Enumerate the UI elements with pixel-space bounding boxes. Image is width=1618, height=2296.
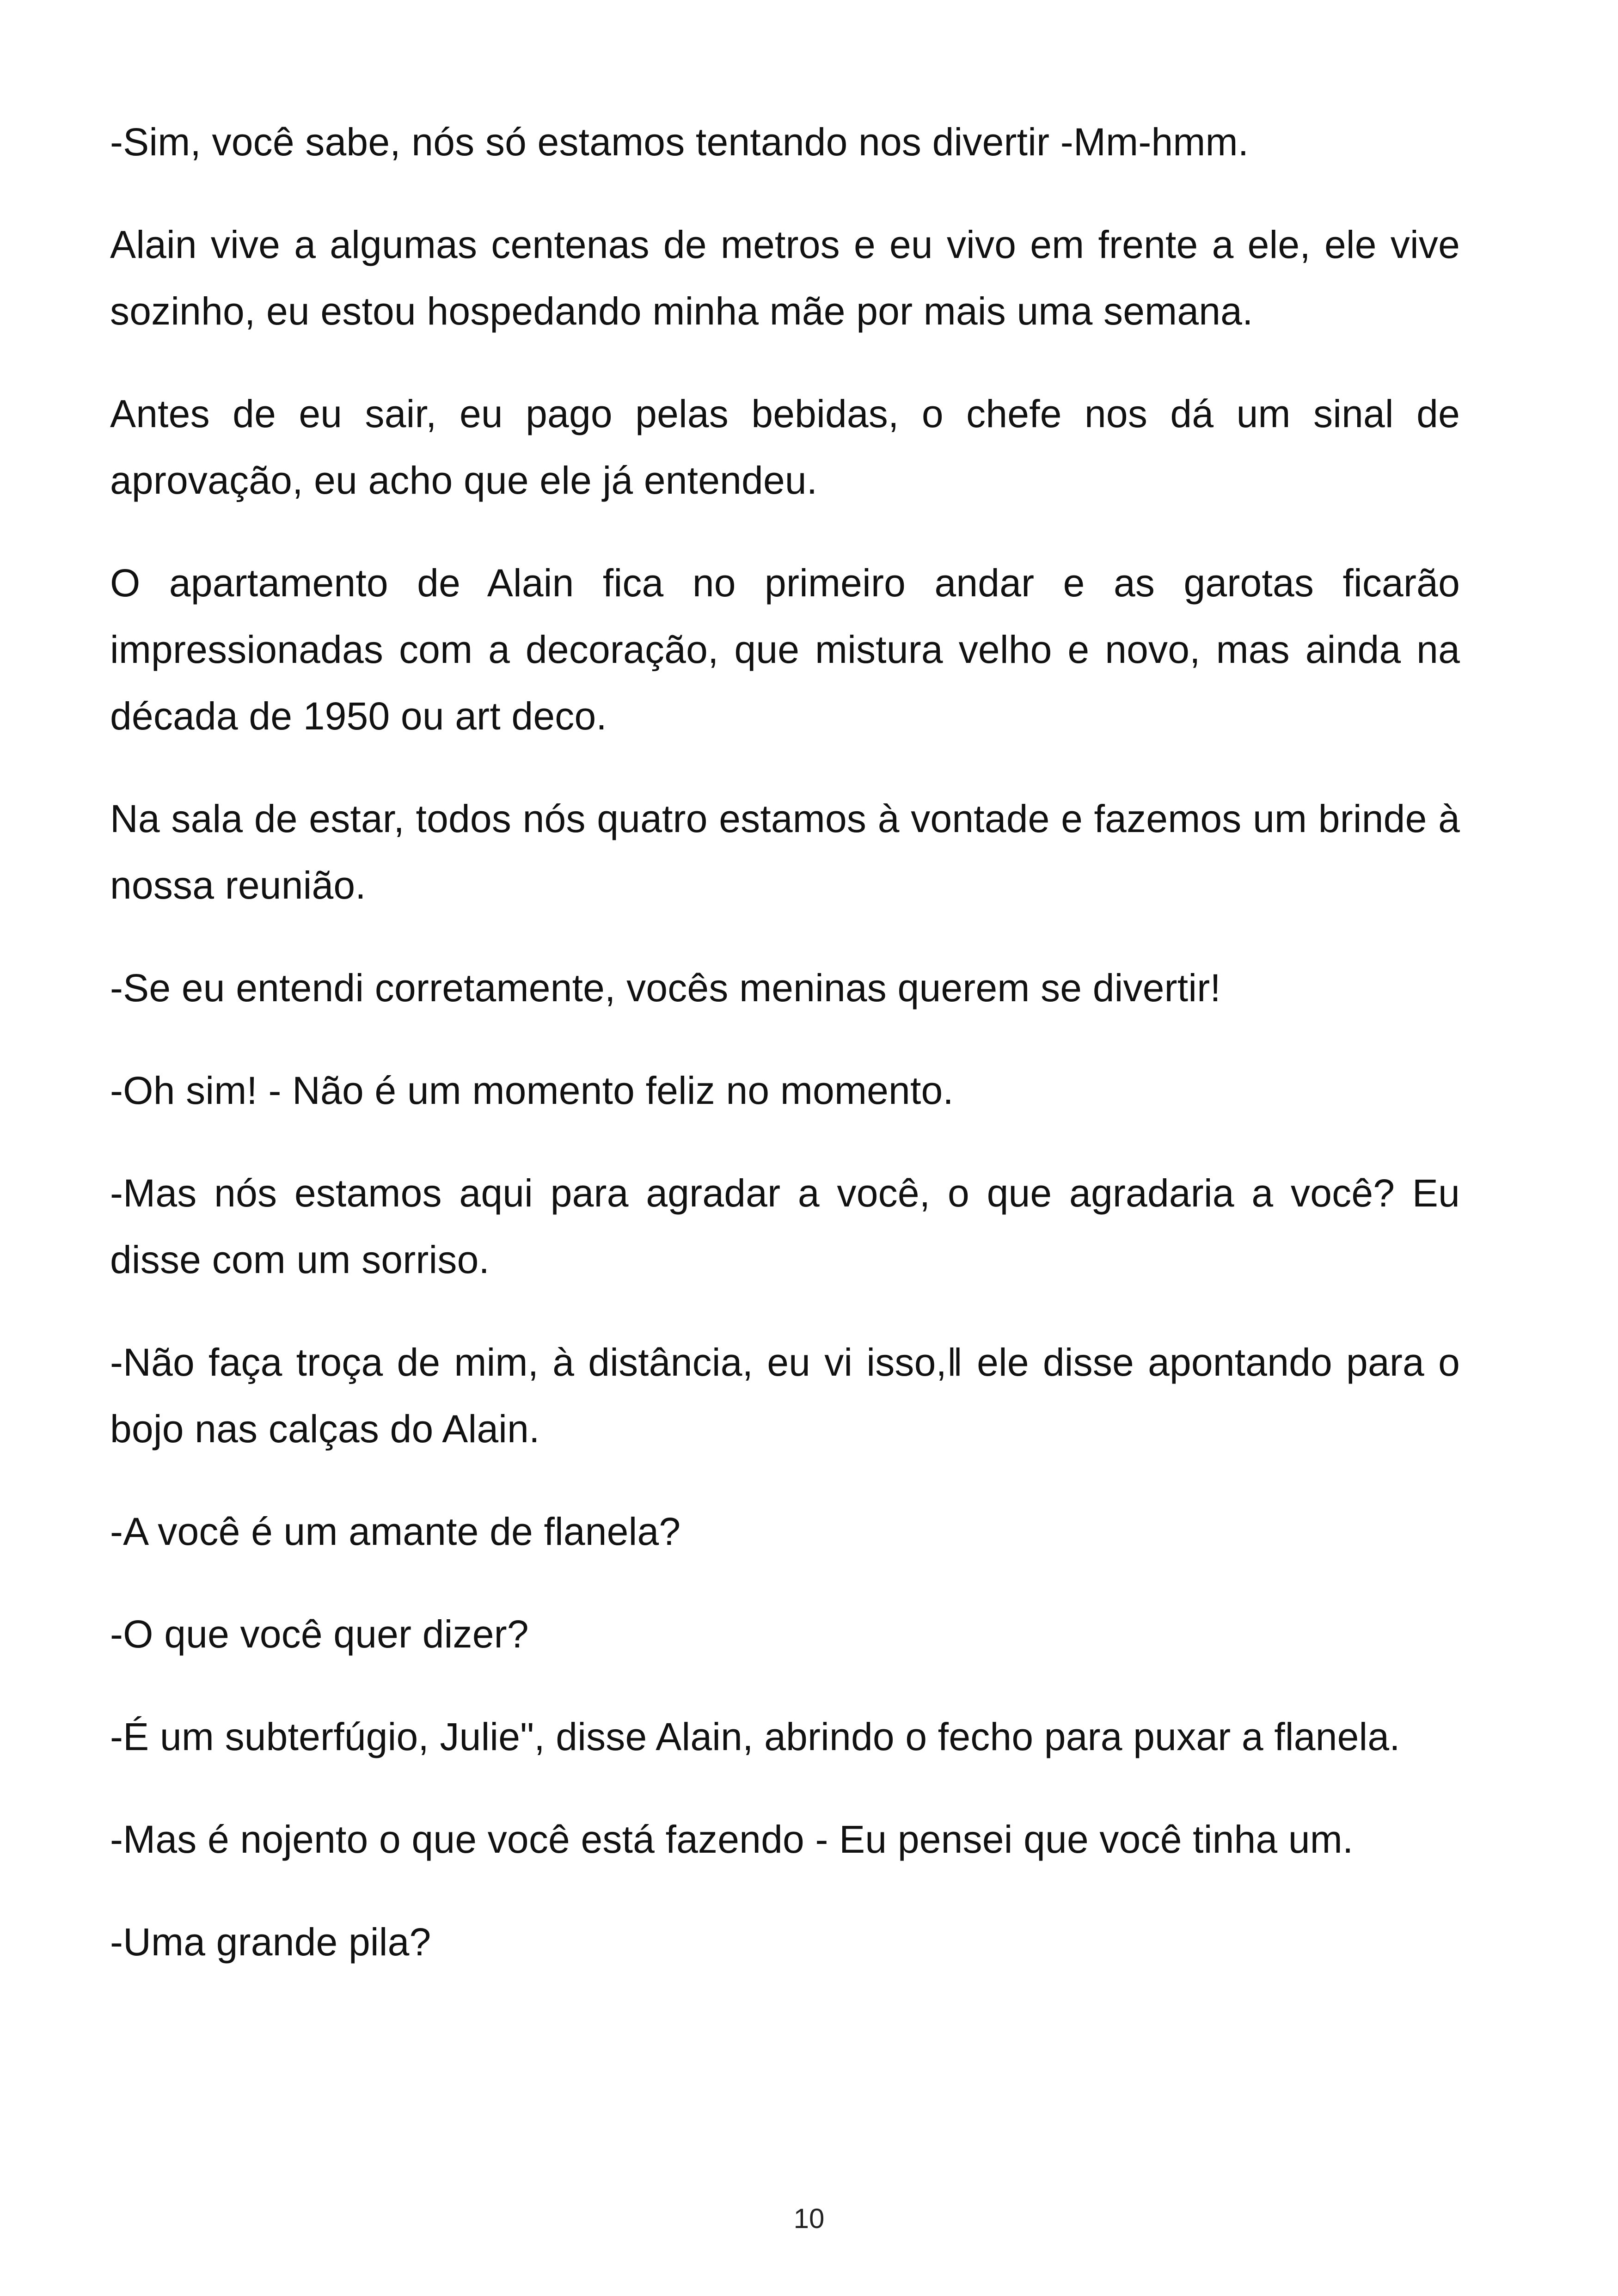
paragraph-3: Antes de eu sair, eu pago pelas bebidas, o chefe nos dá um sinal de aprovação, eu acho que ele já entendeu.	[110, 392, 1460, 502]
paragraph-2: Alain vive a algumas centenas de metros e eu vivo em frente a ele, ele vive sozinho, eu estou hospedando minha mãe por mais uma semana.	[110, 223, 1460, 333]
paragraph-5: Na sala de estar, todos nós quatro estamos à vontade e fazemos um brinde à nossa reunião.	[110, 797, 1460, 907]
paragraph-8: -Mas nós estamos aqui para agradar a você, o que agradaria a você? Eu disse com um sorriso.	[110, 1171, 1460, 1281]
paragraph-7: -Oh sim! - Não é um momento feliz no momento.	[110, 1069, 954, 1112]
paragraph-4: O apartamento de Alain fica no primeiro andar e as garotas ficarão impressionadas com a decoração, que mistura velho e novo, mas ainda na década de 1950 ou art deco.	[110, 561, 1460, 738]
paragraph-11: -O que você quer dizer?	[110, 1612, 529, 1656]
paragraph-12: -É um subterfúgio, Julie", disse Alain, abrindo o fecho para puxar a flanela.	[110, 1715, 1400, 1758]
body-text	[110, 109, 1460, 2011]
paragraph-1: -Sim, você sabe, nós só estamos tentando nos divertir -Mm-hmm.	[110, 120, 1249, 164]
page-number: 10	[793, 2203, 825, 2234]
paragraph-13: -Mas é nojento o que você está fazendo - Eu pensei que você tinha um.	[110, 1818, 1354, 1861]
paragraph-10: -A você é um amante de flanela?	[110, 1510, 681, 1553]
paragraph-9: -Não faça troça de mim, à distância, eu vi isso,‖ ele disse apontando para o bojo nas calças do Alain.	[110, 1341, 1460, 1451]
paragraph-6: -Se eu entendi corretamente, vocês meninas querem se divertir!	[110, 966, 1221, 1010]
paragraph-14: -Uma grande pila?	[110, 1920, 431, 1964]
